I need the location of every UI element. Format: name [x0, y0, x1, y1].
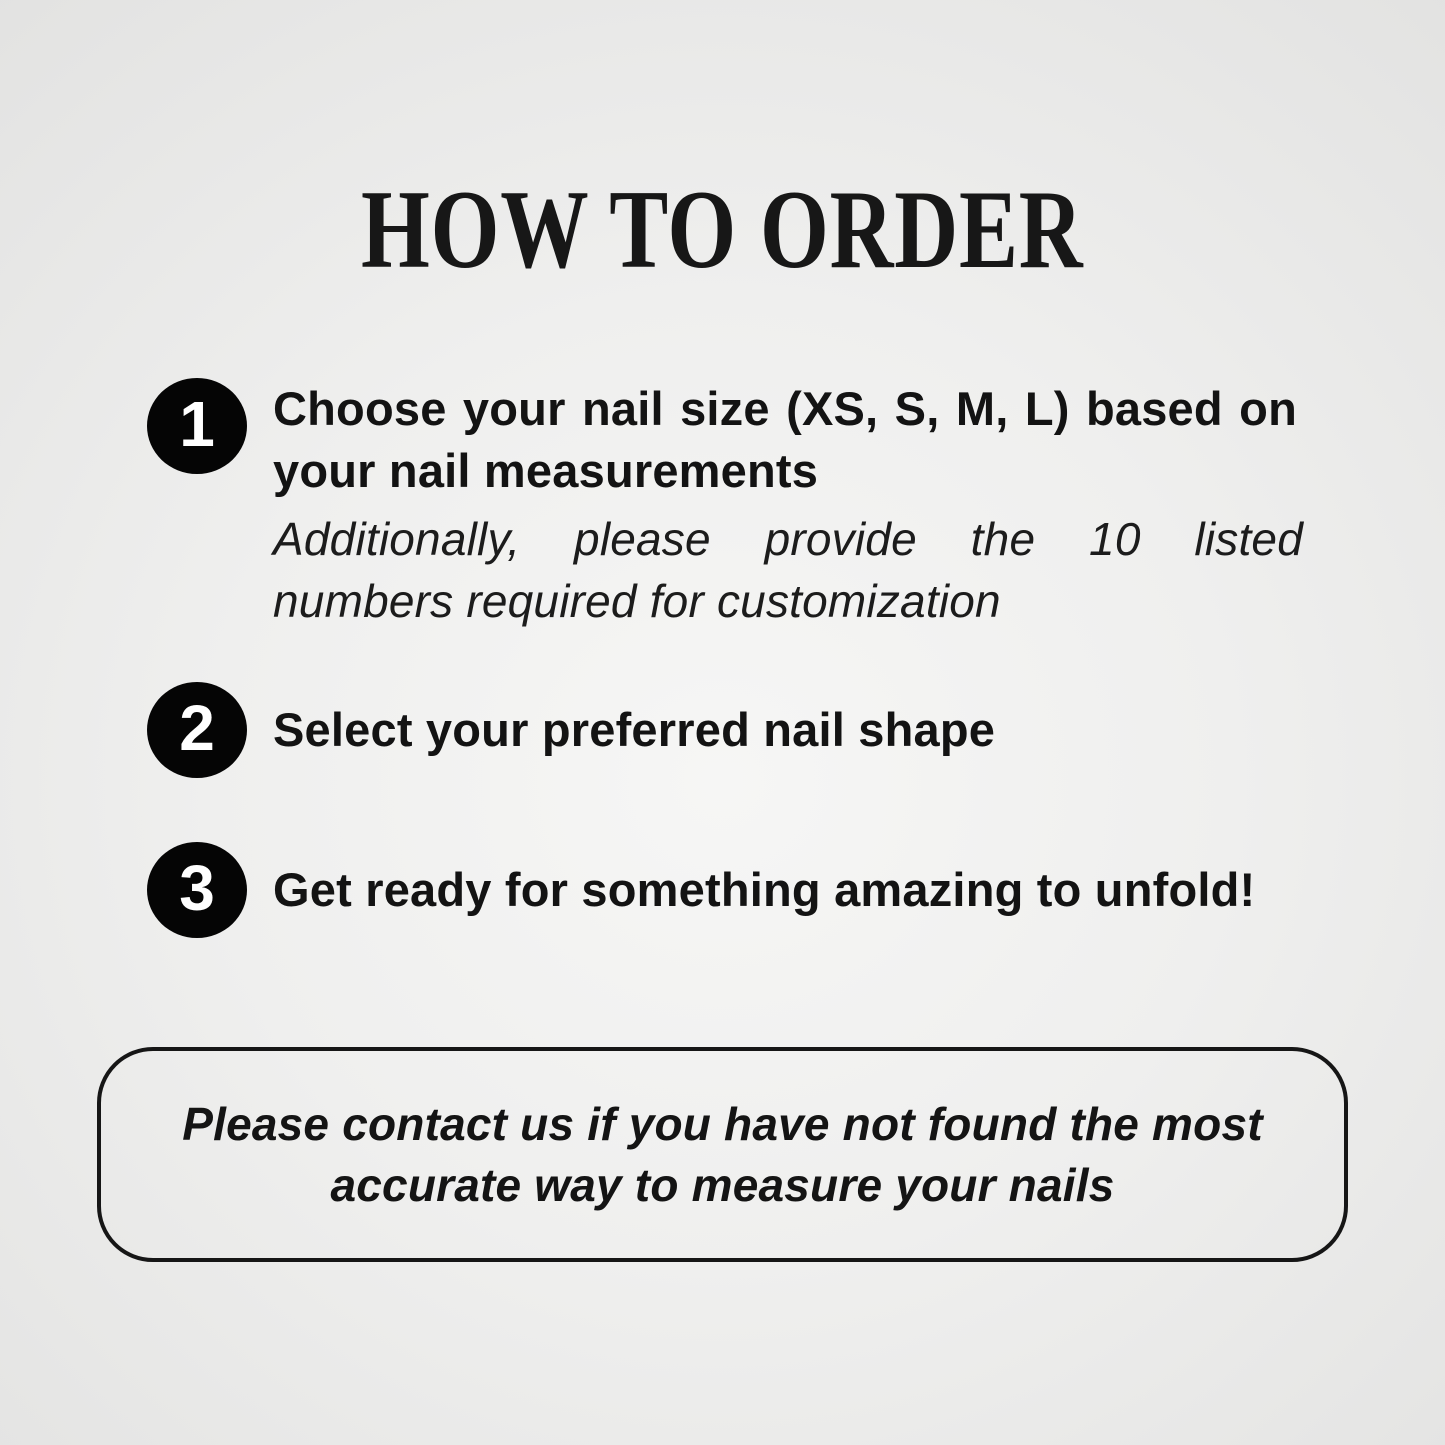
step-3-text — [273, 859, 1297, 921]
step-1-text-line-2: your nail measurements — [273, 444, 819, 497]
step-row-3 — [147, 842, 1297, 938]
step-row-1 — [147, 378, 1297, 502]
page-title-text: HOW TO ORDER — [361, 168, 1084, 292]
step-1-number: 1 — [179, 388, 215, 460]
contact-box — [97, 1047, 1348, 1262]
step-2-text-line-1: Select your preferred nail shape — [273, 703, 996, 756]
step-1-note-line-2: numbers required for customization — [273, 575, 1001, 627]
step-1-note — [273, 508, 1303, 632]
step-3-number-badge — [147, 842, 247, 938]
contact-box-line-2: accurate way to measure your nails — [330, 1158, 1115, 1211]
step-1-note-line-1: Additionally, please provide the 10 listed — [273, 513, 1303, 565]
step-2-number: 2 — [179, 692, 215, 764]
step-row-2 — [147, 682, 1297, 778]
step-3-number: 3 — [179, 852, 215, 924]
step-2-number-badge — [147, 682, 247, 778]
step-1-text — [273, 378, 1297, 502]
step-1-number-badge — [147, 378, 247, 474]
step-3-text-line-1: Get ready for something amazing to unfold! — [273, 863, 1256, 916]
page-title — [0, 168, 1445, 292]
step-1-text-line-1: Choose your nail size (XS, S, M, L) based on — [273, 382, 1297, 435]
contact-box-line-1: Please contact us if you have not found the most — [182, 1097, 1263, 1150]
step-2-text — [273, 699, 1297, 761]
